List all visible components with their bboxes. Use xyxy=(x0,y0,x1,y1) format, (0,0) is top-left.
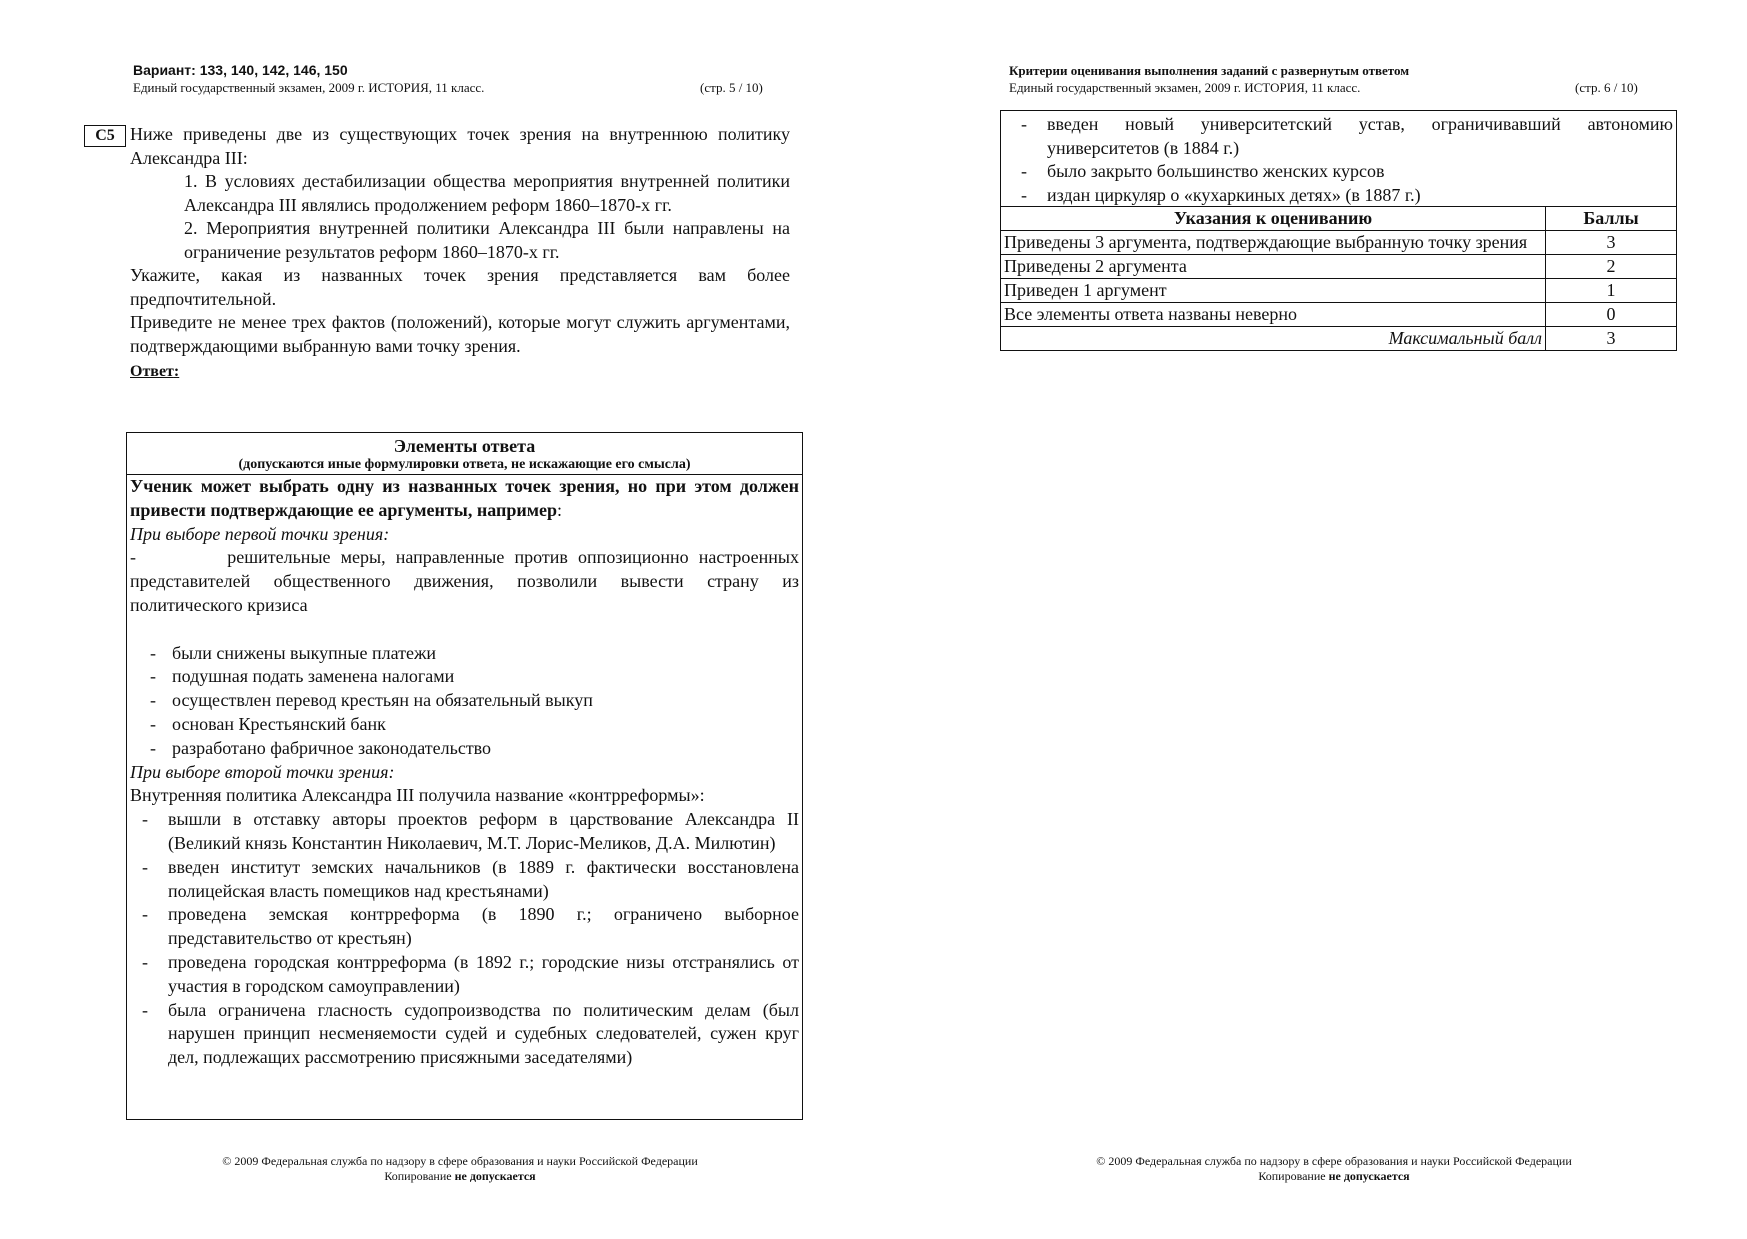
exam-header-right: Единый государственный экзамен, 2009 г. ИСТОРИЯ, 11 класс. xyxy=(1009,80,1361,95)
footer-copy-text: Копирование xyxy=(1258,1169,1329,1183)
list-dash: - xyxy=(150,737,156,758)
list-dash: - xyxy=(1021,184,1027,205)
footer-right xyxy=(1034,1154,1634,1184)
list-item-text: были снижены выкупные платежи xyxy=(172,642,437,663)
list-item xyxy=(130,903,799,951)
list-item-text: было закрыто большинство женских курсов xyxy=(1047,161,1385,181)
answer-elements-header xyxy=(127,433,802,475)
answer-label-text: Ответ xyxy=(130,363,174,380)
list-item xyxy=(130,999,799,1070)
answer-colon: : xyxy=(173,363,180,380)
list-dash: - xyxy=(150,642,156,663)
list-item-text: осуществлен перевод крестьян на обязательный выкуп xyxy=(172,690,593,711)
footer xyxy=(160,1154,760,1184)
scoring-header-row xyxy=(1001,207,1677,231)
list-item xyxy=(130,951,799,999)
viewpoint-2: 2. Мероприятия внутренней политики Александра III были направлены на ограничение результатов реформ 1860–1870-х гг. xyxy=(184,218,790,262)
list-item xyxy=(1001,184,1676,208)
left-page xyxy=(0,0,873,1239)
spacer xyxy=(130,618,799,642)
criterion-text: Приведен 1 аргумент xyxy=(1001,279,1546,303)
list-dash: - xyxy=(150,666,156,687)
criterion-points: 3 xyxy=(1546,231,1677,255)
footer-copyright: © 2009 Федеральная служба по надзору в сфере образования и науки Российской Федерации xyxy=(222,1154,698,1168)
answer-elements-table xyxy=(126,432,803,1120)
second-view-lead: Внутренняя политика Александра III получила название «контрреформы»: xyxy=(130,785,705,806)
list-item-text: вышли в отставку авторы проектов реформ в царствование Александра II (Великий князь Константин Николаевич, М.Т. Лорис-Меликов, Д.А. Милютин) xyxy=(168,809,799,853)
second-view-label: При выборе второй точки зрения: xyxy=(130,761,395,782)
criterion-points: 2 xyxy=(1546,255,1677,279)
table-row xyxy=(1001,279,1677,303)
max-score-points: 3 xyxy=(1546,327,1677,351)
list-item-text: проведена городская контрреформа (в 1892 г.; городские низы отстранялись от участия в городском самоуправлении) xyxy=(168,951,799,996)
task-text xyxy=(130,123,790,384)
task-intro: Ниже приведены две из существующих точек зрения на внутреннюю политику Александра III: xyxy=(130,124,790,168)
footer-copyright: © 2009 Федеральная служба по надзору в сфере образования и науки Российской Федерации xyxy=(1096,1154,1572,1168)
question-1: Укажите, какая из названных точек зрения представляется вам более предпочтительной. xyxy=(130,265,790,309)
variant-header: Вариант: 133, 140, 142, 146, 150 xyxy=(133,62,348,78)
list-dash: - xyxy=(1021,114,1027,134)
scoring-table xyxy=(1000,206,1677,351)
continued-answer-box xyxy=(1000,110,1677,206)
viewpoint-1: 1. В условиях дестабилизации общества мероприятия внутренней политики Александра III являлись продолжением реформ 1860–1870-х гг. xyxy=(184,171,790,215)
student-note xyxy=(130,475,799,523)
list-item-text: основан Крестьянский банк xyxy=(172,713,386,734)
table-row xyxy=(1001,255,1677,279)
list-item xyxy=(130,856,799,904)
list-item-text: была ограничена гласность судопроизводства по политическим делам (был нарушен принцип несменяемости судей и судебных следователей, сужен круг дел, подлежащих рассмотрению присяжными заседателями) xyxy=(168,999,799,1068)
max-score-row xyxy=(1001,327,1677,351)
table-row xyxy=(1001,231,1677,255)
answer-elements-body xyxy=(127,475,802,1070)
footer-copy-notice xyxy=(160,1169,760,1184)
list-dash: - xyxy=(142,999,148,1020)
task-label: C5 xyxy=(84,125,126,147)
list-dash: - xyxy=(142,809,148,830)
list-item-text: издан циркуляр о «кухаркиных детях» (в 1887 г.) xyxy=(1047,184,1421,205)
list-item xyxy=(1001,160,1676,184)
page-number: (стр. 5 / 10) xyxy=(700,80,763,95)
footer-copy-strong: не допускается xyxy=(1328,1169,1410,1183)
question-2: Приведите не менее трех фактов (положений), которые могут служить аргументами, подтверждающими выбранную вами точку зрения. xyxy=(130,312,790,356)
page-number-right: (стр. 6 / 10) xyxy=(1575,80,1638,95)
list-item-text: разработано фабричное законодательство xyxy=(172,737,492,758)
exam-header: Единый государственный экзамен, 2009 г. ИСТОРИЯ, 11 класс. xyxy=(133,80,485,95)
list-item xyxy=(130,713,799,737)
first-view-lead-text: решительные меры, направленные против оппозиционно настроенных представителей общественного движения, позволили вывести страну из политического кризиса xyxy=(130,547,799,615)
list-item xyxy=(130,665,799,689)
list-item-text: введен институт земских начальников (в 1889 г. фактически восстановлена полицейская власть помещиков над крестьянами) xyxy=(168,856,799,901)
list-item xyxy=(1001,113,1676,160)
footer-copy-notice xyxy=(1034,1169,1634,1184)
first-view-lead xyxy=(130,546,799,617)
list-dash: - xyxy=(142,951,148,972)
list-item-text: введен новый университетский устав, ограничивавший автономию университетов (в 1884 г.) xyxy=(1047,114,1673,158)
student-note-colon: : xyxy=(556,499,562,520)
table-row xyxy=(1001,303,1677,327)
elements-title: Элементы ответа xyxy=(393,436,536,456)
first-view-label: При выборе первой точки зрения: xyxy=(130,523,390,544)
list-item xyxy=(130,642,799,666)
criterion-points: 0 xyxy=(1546,303,1677,327)
list-dash: - xyxy=(1021,161,1027,181)
list-item xyxy=(130,689,799,713)
list-dash: - xyxy=(142,856,148,877)
elements-subtitle: (допускаются иные формулировки ответа, не искажающие его смысла) xyxy=(238,457,691,472)
student-note-text: Ученик может выбрать одну из названных точек зрения, но при этом должен привести подтверждающие ее аргументы, например xyxy=(130,476,799,520)
criterion-text: Приведены 3 аргумента, подтверждающие выбранную точку зрения xyxy=(1001,231,1546,255)
list-item-text: проведена земская контрреформа (в 1890 г.; ограничено выборное представительство от крестьян) xyxy=(168,904,799,949)
criterion-text: Все элементы ответа названы неверно xyxy=(1001,303,1546,327)
list-dash: - xyxy=(150,690,156,711)
scoring-header-points: Баллы xyxy=(1546,207,1677,231)
criterion-text: Приведены 2 аргумента xyxy=(1001,255,1546,279)
list-item xyxy=(130,737,799,761)
list-item-text: подушная подать заменена налогами xyxy=(172,666,455,687)
list-dash: - xyxy=(142,904,148,925)
scoring-header-instructions: Указания к оцениванию xyxy=(1001,207,1546,231)
max-score-label: Максимальный балл xyxy=(1001,327,1546,351)
list-item xyxy=(130,808,799,856)
footer-copy-text: Копирование xyxy=(384,1169,455,1183)
first-view-lead-dash: - xyxy=(130,547,136,568)
list-dash: - xyxy=(150,713,156,734)
answer-label xyxy=(130,360,790,384)
criteria-title: Критерии оценивания выполнения заданий с развернутым ответом xyxy=(1009,63,1410,78)
footer-copy-strong: не допускается xyxy=(454,1169,536,1183)
criterion-points: 1 xyxy=(1546,279,1677,303)
